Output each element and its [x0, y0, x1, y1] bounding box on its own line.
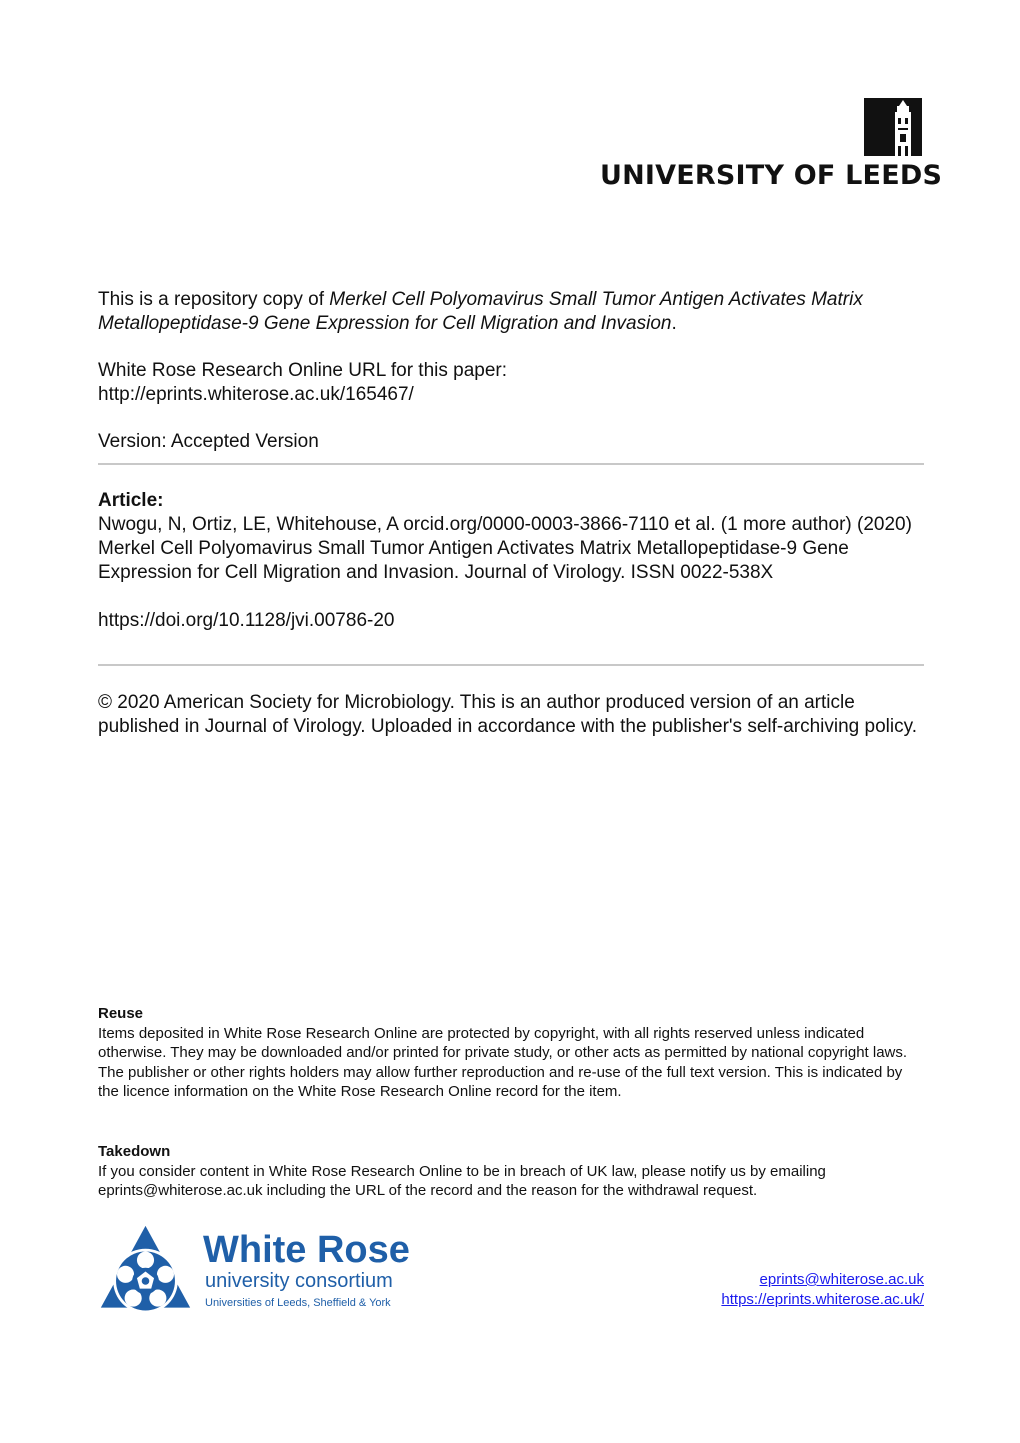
version-line: Version: Accepted Version	[98, 431, 319, 452]
reuse-section	[98, 1004, 924, 1102]
repository-url-block	[98, 359, 924, 407]
takedown-text: If you consider content in White Rose Research Online to be in breach of UK law, please notify us by emailing eprints@whiterose.ac.uk including the URL of the record and the reason for the withdrawal request.	[98, 1162, 826, 1200]
university-of-leeds-wordmark: UNIVERSITY OF LEEDS	[600, 160, 943, 191]
white-rose-subtitle: university consortium	[205, 1270, 393, 1292]
url-label: White Rose Research Online URL for this paper:	[98, 360, 508, 381]
reuse-text: Items deposited in White Rose Research Online are protected by copyright, with all rights reserved unless indicated otherwise. They may be downloaded and/or printed for private study, or other acts as permitted by national copyright laws. The publisher or other rights holders may allow further reproduction and re-use of the full text version. This is indicated by the licence information on the White Rose Research Online record for the item.	[98, 1024, 908, 1101]
white-rose-emblem-icon	[98, 1224, 193, 1319]
reuse-heading: Reuse	[98, 1005, 144, 1022]
university-of-leeds-logo-icon	[864, 98, 922, 156]
white-rose-title: White Rose	[203, 1229, 410, 1271]
website-link[interactable]: https://eprints.whiterose.ac.uk/	[721, 1291, 924, 1308]
email-link[interactable]: eprints@whiterose.ac.uk	[759, 1271, 924, 1288]
divider	[98, 664, 924, 666]
article-heading: Article:	[98, 490, 164, 511]
divider	[98, 463, 924, 465]
article-citation: Nwogu, N, Ortiz, LE, Whitehouse, A orcid.org/0000-0003-3866-7110 et al. (1 more author) (2020) Merkel Cell Polyomavirus Small Tumor Antigen Activates Matrix Metallopeptidase-9 Gene Expression for Cell Migration and Invasion. Journal of Virology. ISSN 0022-538X	[98, 514, 912, 583]
paper-url[interactable]: http://eprints.whiterose.ac.uk/165467/	[98, 384, 414, 405]
repository-copy-statement	[98, 288, 924, 336]
repository-intro: This is a repository copy of	[98, 289, 330, 310]
takedown-section	[98, 1142, 924, 1201]
white-rose-tagline: Universities of Leeds, Sheffield & York	[205, 1297, 391, 1309]
paper-title: Merkel Cell Polyomavirus Small Tumor Antigen Activates Matrix Metallopeptidase-9 Gene Expression for Cell Migration and Invasion	[98, 289, 863, 334]
takedown-heading: Takedown	[98, 1143, 171, 1160]
doi-link[interactable]: https://doi.org/10.1128/jvi.00786-20	[98, 610, 395, 631]
paper-title-end: .	[671, 313, 677, 334]
copyright-statement: © 2020 American Society for Microbiology. This is an author produced version of an article published in Journal of Virology. Uploaded in accordance with the publisher's self-archiving policy.	[98, 692, 917, 737]
footer-links	[721, 1270, 924, 1310]
